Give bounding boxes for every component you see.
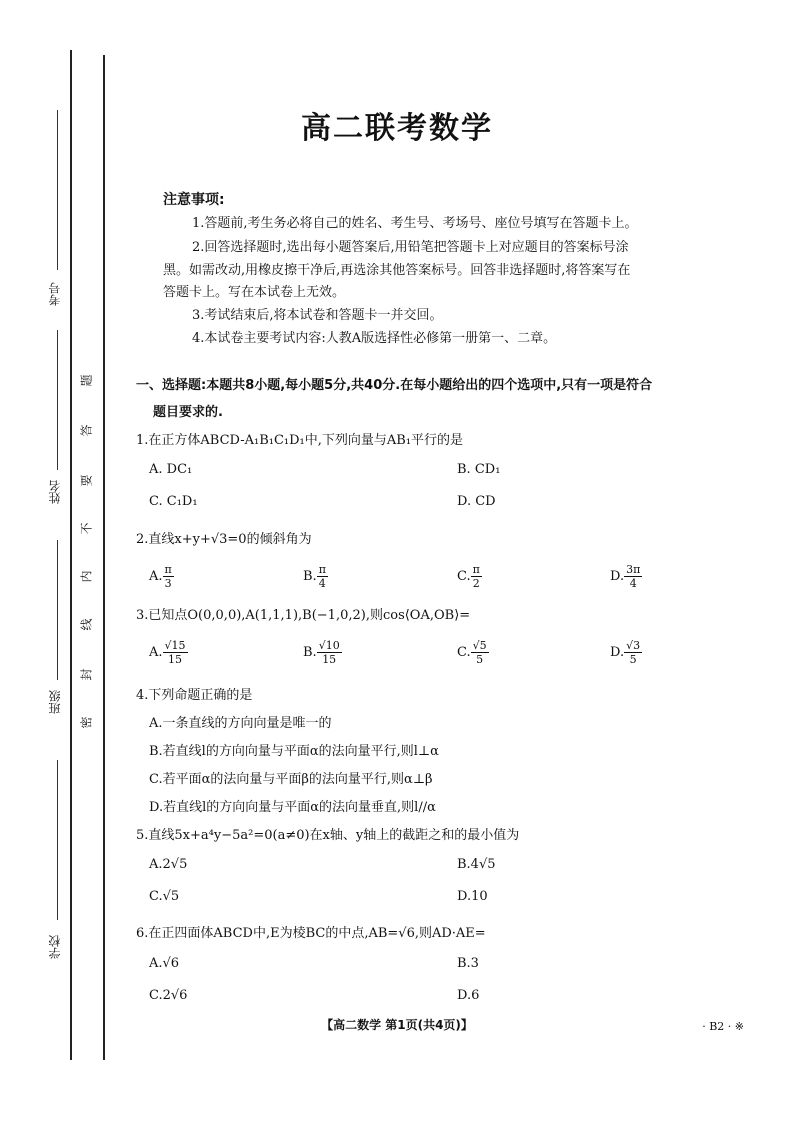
q5-option-a[interactable]: A.2√5 <box>149 857 188 872</box>
q6-option-a[interactable]: A.√6 <box>149 956 180 971</box>
seal-char: 内 <box>79 570 94 583</box>
q2-option-c[interactable]: C. $\frac{\pi}{2}$ <box>457 563 480 590</box>
q6-option-c[interactable]: C.2√6 <box>149 988 188 1003</box>
q4-option-c[interactable]: C.若平面α的法向量与平面β的法向量平行,则α⊥β <box>149 772 433 787</box>
seal-char: 要 <box>79 474 94 487</box>
question-4-stem: 4.下列命题正确的是 <box>136 688 253 703</box>
notice-item: 答题卡上。写在本试卷上无效。 <box>163 285 346 300</box>
notice-item: 1.答题前,考生务必将自己的姓名、考生号、考场号、座位号填写在答题卡上。 <box>192 216 638 231</box>
binding-line-inner <box>103 55 105 1060</box>
q1-option-a[interactable]: A. DC₁ <box>149 462 193 477</box>
q4-option-d[interactable]: D.若直线l的方向向量与平面α的法向量垂直,则l//α <box>149 800 436 815</box>
q1-option-c[interactable]: C. C₁D₁ <box>149 494 198 509</box>
seal-char: 线 <box>79 618 94 631</box>
page-title: 高二联考数学 <box>301 111 493 146</box>
page-footer: 【高二数学 第1页(共4页)】 <box>321 1018 473 1032</box>
q3-option-c[interactable]: C. $\frac{√5}{5}$ <box>457 639 487 666</box>
notice-item: 3.考试结束后,将本试卷和答题卡一并交回。 <box>192 308 443 323</box>
version-mark: · B2 · ※ <box>702 1020 744 1033</box>
question-3-stem: 3.已知点O(0,0,0),A(1,1,1),B(−1,0,2),则cos⟨OA,OB⟩= <box>136 608 471 623</box>
name-field[interactable] <box>57 330 58 470</box>
q5-option-c[interactable]: C.√5 <box>149 889 180 904</box>
exam-number-label: 考号 <box>48 282 62 306</box>
q6-option-d[interactable]: D.6 <box>457 988 480 1003</box>
notice-item: 4.本试卷主要考试内容:人教A版选择性必修第一册第一、二章。 <box>192 331 557 346</box>
section-heading: 一、选择题:本题共8小题,每小题5分,共40分.在每小题给出的四个选项中,只有一项是符合 <box>136 378 653 393</box>
q3-option-b[interactable]: B. $\frac{√10}{15}$ <box>303 639 340 666</box>
q2-option-d[interactable]: D. $\frac{3\pi}{4}$ <box>610 563 641 590</box>
section-heading-cont: 题目要求的. <box>153 405 223 420</box>
question-1-stem: 1.在正方体ABCD-A₁B₁C₁D₁中,下列向量与AB₁平行的是 <box>136 433 464 448</box>
seal-char: 答 <box>79 424 94 437</box>
seal-char: 密 <box>79 716 94 729</box>
notice-item: 黑。如需改动,用橡皮擦干净后,再选涂其他答案标号。回答非选择题时,将答案写在 <box>163 263 631 278</box>
q4-option-a[interactable]: A.一条直线的方向向量是唯一的 <box>149 716 332 731</box>
seal-char: 不 <box>79 522 94 535</box>
class-label: 班级 <box>48 690 62 714</box>
question-6-stem: 6.在正四面体ABCD中,E为棱BC的中点,AB=√6,则AD·AE= <box>136 926 486 941</box>
q3-option-d[interactable]: D. $\frac{√3}{5}$ <box>610 639 641 666</box>
question-2-stem: 2.直线x+y+√3=0的倾斜角为 <box>136 532 312 547</box>
binding-line-outer <box>70 50 72 1060</box>
q5-option-b[interactable]: B.4√5 <box>457 857 496 872</box>
question-5-stem: 5.直线5x+a⁴y−5a²=0(a≠0)在x轴、y轴上的截距之和的最小值为 <box>136 828 520 843</box>
q1-option-d[interactable]: D. CD <box>457 494 496 509</box>
class-field[interactable] <box>57 540 58 680</box>
q3-option-a[interactable]: A. $\frac{√15}{15}$ <box>149 639 186 666</box>
q2-option-a[interactable]: A. $\frac{\pi}{3}$ <box>149 563 172 590</box>
seal-char: 封 <box>79 668 94 681</box>
q5-option-d[interactable]: D.10 <box>457 889 488 904</box>
q4-option-b[interactable]: B.若直线l的方向向量与平面α的法向量平行,则l⊥α <box>149 744 439 759</box>
notice-title: 注意事项: <box>163 192 225 208</box>
q6-option-b[interactable]: B.3 <box>457 956 479 971</box>
notice-item: 2.回答选择题时,选出每小题答案后,用铅笔把答题卡上对应题目的答案标号涂 <box>192 240 629 255</box>
q1-option-b[interactable]: B. CD₁ <box>457 462 501 477</box>
school-field[interactable] <box>57 760 58 920</box>
seal-char: 题 <box>79 374 94 387</box>
name-label: 姓名 <box>48 480 62 504</box>
school-label: 学校 <box>48 935 62 959</box>
q2-option-b[interactable]: B. $\frac{\pi}{4}$ <box>303 563 326 590</box>
